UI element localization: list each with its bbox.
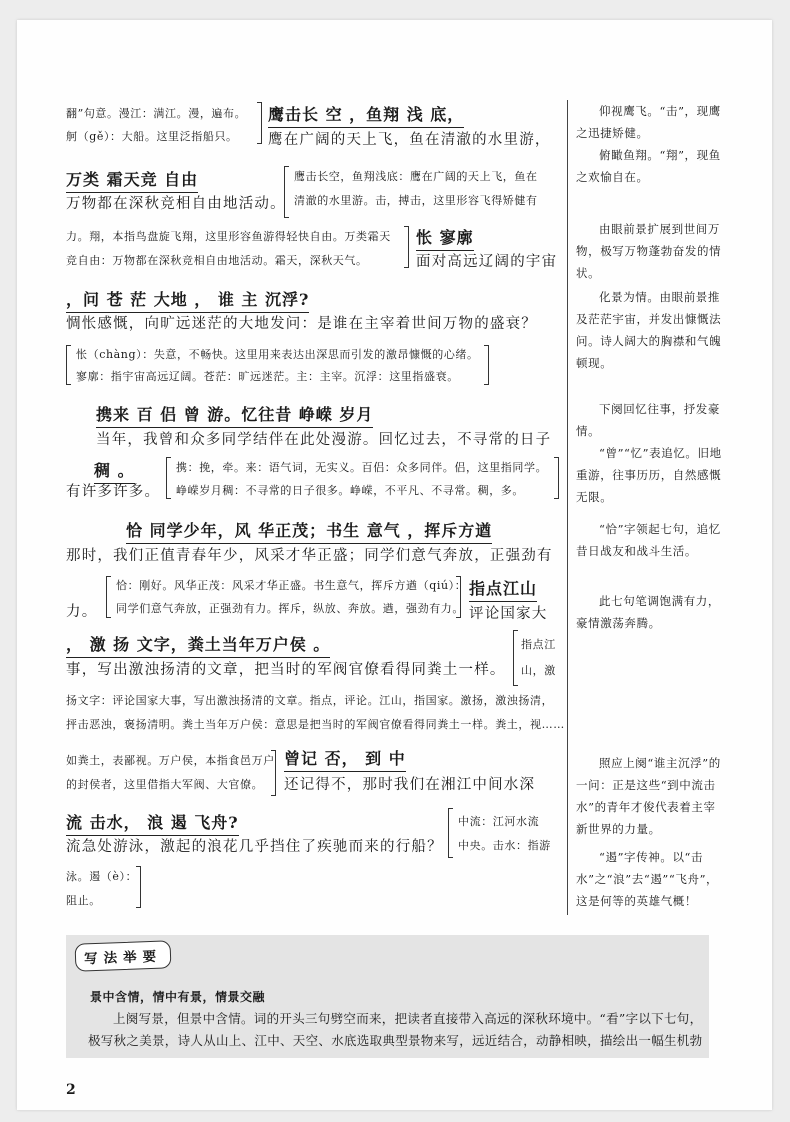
note-text: 如粪土，表鄙视。万户侯，本指食邑万户	[66, 754, 275, 767]
note-bracket	[271, 750, 276, 796]
note-text: 中央。击水：指游	[458, 839, 551, 852]
note-text: 阻止。	[66, 894, 101, 907]
poem-line: 曾记 否， 到 中	[284, 746, 406, 772]
side-note: 下阕回忆往事，抒发豪情。	[576, 402, 720, 438]
translation-line: 鹰在广阔的天上飞，鱼在清澈的水里游，	[268, 132, 551, 148]
translation-line: 评论国家大	[469, 606, 548, 622]
section-subtitle: 景中含情，情中有景，情景交融	[90, 990, 266, 1004]
translation-line: 流急处游泳，激起的浪花几乎挡住了疾驰而来的行船？	[66, 839, 443, 855]
note-text: 怅（chàng）：失意，不畅快。这里用来表达出深思而引发的激昂慷慨的心绪。	[76, 348, 479, 361]
poem-line: ，问 苍 茫 大地 ， 谁 主 沉浮?	[66, 287, 309, 313]
poem-line: ， 激 扬 文字，粪土当年万户侯 。	[66, 632, 330, 658]
note-text: 泳。遏（è）：	[66, 870, 138, 883]
note-bracket	[448, 808, 453, 858]
note-text: 竞自由：万物都在深秋竞相自由地活动。霜天，深秋天气。	[66, 254, 368, 267]
note-text: 中流：江河水流	[458, 815, 540, 828]
poem-line: 万类 霜天竞 自由	[66, 167, 198, 193]
poem-line: 流 击水， 浪 遏 飞舟?	[66, 810, 239, 836]
page-number: 2	[66, 1082, 76, 1098]
note-bracket	[66, 345, 71, 385]
note-text: 寥廓：指宇宙高远辽阔。苍茫：旷远迷茫。主：主宰。沉浮：这里指盛衰。	[76, 370, 459, 383]
section-title: 写法举要	[75, 940, 172, 971]
note-bracket	[404, 226, 409, 268]
note-text: 翻”句意。漫江：满江。漫，遍布。	[66, 107, 247, 120]
note-text: 扬文字：评论国家大事，写出激浊扬清的文章。指点，评论。江山，指国家。激扬，激浊扬清，	[66, 694, 554, 707]
note-text: 鹰击长空，鱼翔浅底：鹰在广阔的天上飞，鱼在	[294, 170, 538, 183]
translation-line: 惆怅感慨，向旷远迷茫的大地发问：是谁在主宰着世间万物的盛衰？	[66, 316, 537, 332]
note-text: 抨击恶浊，褒扬清明。粪土当年万户侯：意思是把当时的军阀官僚看得同粪土一样。粪土，视……	[66, 718, 565, 731]
side-note: 此七句笔调饱满有力，豪情激荡奔腾。	[576, 594, 720, 630]
note-bracket	[456, 576, 461, 618]
translation-line: 面对高远辽阔的宇宙	[416, 254, 558, 270]
translation-line: 有许多许多。	[66, 484, 161, 500]
note-text: 携：挽，牵。来：语气词，无实义。百侣：众多同伴。侣，这里指同学。	[176, 461, 548, 474]
section-body: 上阕写景，但景中含情。词的开头三句劈空而来，把读者直接带入高远的深秋环境中。“看”字以下七句，极写秋之美景，诗人从山上、江中、天空、水底选取典型景物来写，远近结合，动静相映，描绘出一幅生机勃	[88, 1011, 703, 1048]
side-note: “曾”“忆”表追忆。旧地重游，往事历历，自然感慨无限。	[576, 446, 722, 504]
side-note: “遏”字传神。以“击水”之“浪”去“遏”“飞舟”，这是何等的英雄气概！	[576, 850, 719, 908]
note-text: 舸（gě）：大船。这里泛指船只。	[66, 130, 238, 143]
note-bracket	[484, 345, 489, 385]
poem-line: 指点江山	[469, 576, 537, 602]
poem-line: 稠 。	[94, 458, 135, 484]
note-text: 恰：刚好。风华正茂：风采才华正盛。书生意气，挥斥方遒（qiú）：	[116, 579, 467, 592]
note-text: 力。翔，本指鸟盘旋飞翔，这里形容鱼游得轻快自由。万类霜天	[66, 230, 391, 243]
column-divider	[567, 100, 568, 915]
translation-line: 力。	[66, 604, 98, 620]
note-text: 清澈的水里游。击，搏击，这里形容飞得矫健有	[294, 194, 538, 207]
poem-line: 携来 百 侣 曾 游。忆往昔 峥嵘 岁月	[96, 402, 373, 428]
note-text: 峥嵘岁月稠：不寻常的日子很多。峥嵘，不平凡、不寻常。稠，多。	[176, 484, 524, 497]
note-bracket	[257, 102, 262, 144]
note-bracket	[106, 576, 111, 618]
translation-line: 事，写出激浊扬清的文章，把当时的军阀官僚看得同粪土一样。	[66, 662, 506, 678]
note-bracket	[136, 866, 141, 908]
note-text: 的封侯者，这里借指大军阀、大官僚。	[66, 778, 264, 791]
note-bracket	[554, 457, 559, 499]
poem-line: 鹰击长 空 ，鱼翔 浅 底，	[268, 102, 464, 128]
side-note: 仰视鹰飞。“击”，现鹰之迅捷矫健。	[576, 104, 721, 140]
note-bracket	[166, 457, 171, 499]
note-text: 同学们意气奔放，正强劲有力。挥斥，纵放、奔放。遒，强劲有力。	[116, 602, 464, 615]
side-note: 化景为情。由眼前景推及茫茫宇宙，并发出慷慨法问。诗人阔大的胸襟和气魄顿现。	[576, 290, 722, 370]
side-note: “恰”字领起七句，追忆昔日战友和战斗生活。	[576, 522, 721, 558]
side-note: 由眼前景扩展到世间万物，极写万物蓬勃奋发的情状。	[576, 222, 722, 280]
translation-line: 那时，我们正值青春年少，风采才华正盛；同学们意气奔放，正强劲有	[66, 548, 553, 564]
note-text: 山，激	[521, 664, 556, 677]
poem-line: 怅 寥廓	[416, 225, 474, 251]
translation-line: 当年，我曾和众多同学结伴在此处漫游。回忆过去，不寻常的日子	[96, 432, 552, 448]
translation-line: 还记得不，那时我们在湘江中间水深	[284, 777, 536, 793]
translation-line: 万物都在深秋竞相自由地活动。	[66, 196, 286, 212]
poem-line: 恰 同学少年，风 华正茂；书生 意气 ，挥斥方遒	[126, 518, 492, 544]
note-text: 指点江	[521, 638, 556, 651]
side-note: 照应上阕“谁主沉浮”的一问：正是这些“到中流击水”的青年才俊代表着主宰新世界的力量。	[576, 756, 721, 836]
side-note: 俯瞰鱼翔。“翔”，现鱼之欢愉自在。	[576, 148, 721, 184]
note-bracket	[513, 630, 518, 686]
